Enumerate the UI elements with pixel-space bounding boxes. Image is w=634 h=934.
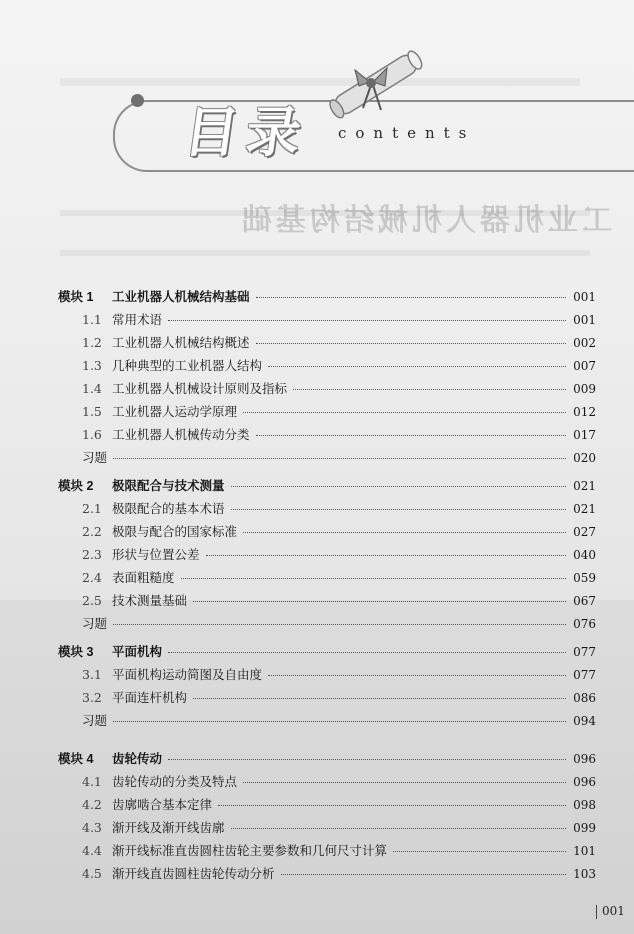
toc-entry-title: 工业机器人机械设计原则及指标 — [112, 381, 288, 396]
dot-leader — [231, 827, 566, 829]
toc-section-entry[interactable] — [58, 333, 596, 353]
toc-exercise-entry[interactable] — [58, 711, 596, 731]
toc-section-entry[interactable] — [58, 568, 596, 588]
toc-entry-number: 模块 4 — [58, 752, 94, 766]
background-title: 工业机器人机械结构基础 — [238, 203, 612, 238]
toc-entry-number: 模块 3 — [58, 645, 94, 659]
toc-section-entry[interactable] — [58, 591, 596, 611]
dot-leader — [281, 873, 566, 875]
toc-entry-title: 工业机器人运动学原理 — [112, 404, 238, 419]
dot-leader — [231, 508, 566, 510]
toc-section-entry[interactable] — [58, 688, 596, 708]
toc-entry-title: 渐开线直齿圆柱齿轮传动分析 — [112, 866, 275, 881]
footer-divider — [596, 905, 597, 919]
toc-section-entry[interactable] — [58, 522, 596, 542]
toc-section-entry[interactable] — [58, 310, 596, 330]
toc-entry-title: 极限配合与技术测量 — [112, 479, 225, 493]
toc-entry-number: 2.1 — [82, 501, 102, 516]
dot-leader — [268, 674, 566, 676]
toc-entry-page: 094 — [573, 714, 596, 728]
toc-section-entry[interactable] — [58, 356, 596, 376]
toc-entry-title: 齿轮传动 — [112, 752, 163, 766]
toc-entry-page: 040 — [573, 548, 596, 562]
toc-entry-page: 020 — [573, 451, 596, 465]
toc-section-entry[interactable] — [58, 864, 596, 884]
toc-section-entry[interactable] — [58, 379, 596, 399]
dot-leader — [181, 577, 566, 579]
toc-entry-number: 2.2 — [82, 524, 102, 539]
toc-entry-number: 2.5 — [82, 593, 102, 608]
dot-leader — [256, 296, 566, 298]
toc-entry-number: 4.4 — [82, 843, 102, 858]
dot-leader — [256, 342, 566, 344]
toc-entry-page: 017 — [573, 428, 596, 442]
toc-entry-page: 101 — [573, 844, 596, 858]
toc-entry-number: 4.1 — [82, 774, 102, 789]
toc-entry-number: 4.5 — [82, 866, 102, 881]
toc-entry-number: 1.4 — [82, 381, 102, 396]
dot-leader — [113, 623, 566, 625]
toc-entry-title: 渐开线及渐开线齿廓 — [112, 820, 225, 835]
toc-entry-page: 012 — [573, 405, 596, 419]
toc-entry-number: 1.3 — [82, 358, 102, 373]
toc-section-entry[interactable] — [58, 425, 596, 445]
toc-entry-number: 2.4 — [82, 570, 102, 585]
toc-entry-title: 技术测量基础 — [112, 593, 188, 608]
dot-leader — [243, 411, 566, 413]
dot-leader — [256, 434, 566, 436]
toc-module-entry[interactable] — [58, 476, 596, 496]
toc-exercise-entry[interactable] — [58, 448, 596, 468]
toc-entry-title: 齿廓啮合基本定律 — [112, 797, 213, 812]
dot-leader — [113, 457, 566, 459]
dot-leader — [193, 697, 566, 699]
toc-entry-page: 007 — [573, 359, 596, 373]
toc-section-entry[interactable] — [58, 499, 596, 519]
toc-entry-title: 渐开线标准直齿圆柱齿轮主要参数和几何尺寸计算 — [112, 843, 388, 858]
dot-leader — [268, 365, 566, 367]
toc-entry-page: 001 — [573, 290, 596, 304]
toc-entry-number: 模块 2 — [58, 479, 94, 493]
toc-entry-page: 021 — [573, 502, 596, 516]
toc-entry-number: 3.2 — [82, 690, 102, 705]
toc-section-entry[interactable] — [58, 665, 596, 685]
toc-entry-title: 平面机构运动简图及自由度 — [112, 667, 263, 682]
toc-entry-page: 009 — [573, 382, 596, 396]
toc-section-entry[interactable] — [58, 818, 596, 838]
toc-title-chinese: 目录 — [180, 100, 314, 164]
toc-section-entry[interactable] — [58, 795, 596, 815]
toc-entry-number: 1.6 — [82, 427, 102, 442]
toc-entry-title: 形状与位置公差 — [112, 547, 200, 562]
dot-leader — [218, 804, 566, 806]
toc-entry-page: 002 — [573, 336, 596, 350]
toc-entry-number: 习题 — [82, 616, 108, 631]
toc-entry-number: 1.2 — [82, 335, 102, 350]
toc-section-entry[interactable] — [58, 841, 596, 861]
dot-leader — [293, 388, 566, 390]
toc-entry-page: 099 — [573, 821, 596, 835]
toc-entry-number: 1.5 — [82, 404, 102, 419]
toc-entry-title: 工业机器人机械传动分类 — [112, 427, 250, 442]
toc-entry-page: 098 — [573, 798, 596, 812]
toc-entry-page: 001 — [573, 313, 596, 327]
toc-entry-title: 极限配合的基本术语 — [112, 501, 225, 516]
toc-entry-number: 1.1 — [82, 312, 102, 327]
toc-section-entry[interactable] — [58, 402, 596, 422]
toc-entry-title: 工业机器人机械结构基础 — [112, 290, 250, 304]
dot-leader — [168, 758, 566, 760]
toc-entry-number: 3.1 — [82, 667, 102, 682]
toc-entry-page: 086 — [573, 691, 596, 705]
header-dot — [131, 94, 144, 107]
toc-module-entry[interactable] — [58, 642, 596, 662]
dot-leader — [193, 600, 566, 602]
toc-entry-page: 021 — [573, 479, 596, 493]
toc-entry-page: 059 — [573, 571, 596, 585]
toc-entry-title: 平面连杆机构 — [112, 690, 188, 705]
toc-entry-page: 076 — [573, 617, 596, 631]
dot-leader — [206, 554, 566, 556]
toc-entry-number: 4.3 — [82, 820, 102, 835]
toc-entry-title: 平面机构 — [112, 645, 163, 659]
dot-leader — [113, 720, 566, 722]
toc-entry-title: 常用术语 — [112, 312, 163, 327]
toc-entry-title: 表面粗糙度 — [112, 570, 175, 585]
toc-entry-page: 027 — [573, 525, 596, 539]
toc-entry-number: 4.2 — [82, 797, 102, 812]
page-number: 001 — [602, 904, 625, 918]
toc-entry-number: 2.3 — [82, 547, 102, 562]
dot-leader — [393, 850, 566, 852]
toc-entry-page: 077 — [573, 668, 596, 682]
toc-entry-number: 习题 — [82, 713, 108, 728]
toc-section-entry[interactable] — [58, 545, 596, 565]
toc-entry-page: 096 — [573, 752, 596, 766]
toc-entry-number: 习题 — [82, 450, 108, 465]
toc-section-entry[interactable] — [58, 772, 596, 792]
toc-entry-page: 103 — [573, 867, 596, 881]
toc-exercise-entry[interactable] — [58, 614, 596, 634]
toc-module-entry[interactable] — [58, 749, 596, 769]
toc-entry-title: 几种典型的工业机器人结构 — [112, 358, 263, 373]
toc-entry-title: 工业机器人机械结构概述 — [112, 335, 250, 350]
dot-leader — [243, 531, 566, 533]
dot-leader — [243, 781, 566, 783]
toc-entry-title: 极限与配合的国家标准 — [112, 524, 238, 539]
dot-leader — [168, 319, 566, 321]
toc-entry-number: 模块 1 — [58, 290, 94, 304]
toc-entry-page: 096 — [573, 775, 596, 789]
toc-entry-page: 077 — [573, 645, 596, 659]
toc-entry-title: 齿轮传动的分类及特点 — [112, 774, 238, 789]
dot-leader — [231, 485, 566, 487]
dot-leader — [168, 651, 566, 653]
toc-title-english: contents — [338, 124, 476, 142]
bleed-through-block — [60, 250, 590, 256]
toc-module-entry[interactable] — [58, 287, 596, 307]
toc-entry-page: 067 — [573, 594, 596, 608]
